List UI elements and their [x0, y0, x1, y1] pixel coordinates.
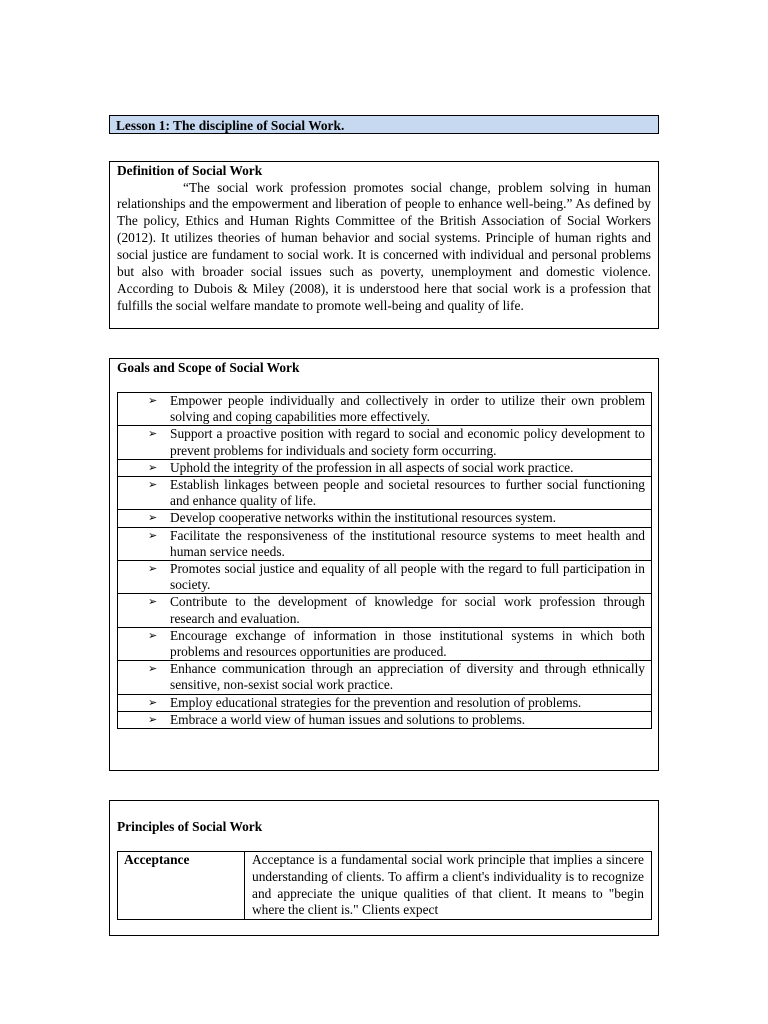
goal-row — [118, 393, 652, 426]
goal-row — [118, 510, 652, 527]
principle-row — [118, 852, 652, 920]
arrow-bullet-icon: ➢ — [148, 628, 158, 642]
arrow-bullet-icon: ➢ — [148, 562, 158, 576]
goals-title: Goals and Scope of Social Work — [117, 360, 300, 375]
goal-cell — [118, 426, 652, 459]
definition-title: Definition of Social Work — [117, 163, 263, 178]
goal-cell — [118, 627, 652, 660]
principles-section — [109, 800, 659, 936]
goal-cell — [118, 594, 652, 627]
goal-row — [118, 477, 652, 510]
arrow-bullet-icon: ➢ — [148, 427, 158, 441]
arrow-bullet-icon: ➢ — [148, 478, 158, 492]
goal-text: Establish linkages between people and societal resources to further social functioning and enhance quality of life. — [170, 477, 645, 509]
goal-text: Uphold the integrity of the profession in all aspects of social work practice. — [170, 459, 574, 475]
goal-cell — [118, 510, 652, 527]
goal-text: Contribute to the development of knowledge for social work profession through research and evaluation. — [170, 594, 645, 626]
goal-cell — [118, 459, 652, 476]
goal-cell — [118, 527, 652, 560]
arrow-bullet-icon: ➢ — [148, 460, 158, 474]
definition-section — [109, 161, 659, 329]
goal-row — [118, 426, 652, 459]
lesson-title-bar — [109, 115, 659, 134]
goal-text: Empower people individually and collectively in order to utilize their own problem solving and coping capabilities more effectively. — [170, 393, 645, 425]
goal-row — [118, 627, 652, 660]
goal-row — [118, 561, 652, 594]
goal-text: Promotes social justice and equality of all people with the regard to full participation in society. — [170, 561, 645, 593]
goal-cell — [118, 661, 652, 694]
principle-description: Acceptance is a fundamental social work principle that implies a sincere understanding of clients. To affirm a client's individuality is to recognize and appreciate the unique qualities of that client. It means to "begin where the client is." Clients expect — [245, 852, 652, 920]
arrow-bullet-icon: ➢ — [148, 394, 158, 407]
goal-text: Support a proactive position with regard to social and economic policy development to prevent problems for individuals and society form occurring. — [170, 426, 645, 458]
goal-row — [118, 459, 652, 476]
definition-body: “The social work profession promotes social change, problem solving in human relationships and the empowerment and liberation of people to enhance well-being.” As defined by The policy, Ethics and Human Rights Committee of the British Association of Social Workers (2012). It utilizes theories of human behavior and social systems. Principle of human rights and social justice are fundament to social work. It is concerned with individual and personal problems but also with broader social issues such as poverty, unemployment and domestic violence. According to Dubois & Miley (2008), it is understood here that social work is a profession that fulfills the social welfare mandate to promote well-being and quality of life. — [117, 179, 651, 313]
goal-text: Facilitate the responsiveness of the institutional resource systems to meet health and human service needs. — [170, 527, 645, 559]
goal-text: Embrace a world view of human issues and solutions to problems. — [170, 711, 526, 727]
lesson-title: Lesson 1: The discipline of Social Work. — [116, 118, 345, 133]
goal-text: Develop cooperative networks within the institutional resources system. — [170, 510, 557, 526]
goals-section — [109, 358, 659, 771]
goal-cell — [118, 694, 652, 711]
arrow-bullet-icon: ➢ — [148, 511, 158, 525]
principles-table — [117, 851, 652, 920]
goals-table — [117, 392, 652, 729]
goal-cell — [118, 477, 652, 510]
goal-text: Enhance communication through an appreciation of diversity and through ethnically sensitive, non-sexist social work practice. — [170, 661, 645, 693]
goal-row — [118, 527, 652, 560]
goal-row — [118, 594, 652, 627]
arrow-bullet-icon: ➢ — [148, 662, 158, 676]
goal-text: Encourage exchange of information in those institutional systems in which both problems and resources opportunities are produced. — [170, 627, 645, 660]
arrow-bullet-icon: ➢ — [148, 712, 158, 726]
goal-row — [118, 661, 652, 694]
principles-title: Principles of Social Work — [117, 819, 263, 834]
goal-row — [118, 711, 652, 728]
arrow-bullet-icon: ➢ — [148, 528, 158, 542]
principle-term: Acceptance — [118, 852, 245, 920]
goal-cell — [118, 711, 652, 728]
arrow-bullet-icon: ➢ — [148, 595, 158, 609]
arrow-bullet-icon: ➢ — [148, 695, 158, 709]
goal-row — [118, 694, 652, 711]
goal-cell — [118, 393, 652, 426]
goal-cell — [118, 561, 652, 594]
goal-text: Employ educational strategies for the prevention and resolution of problems. — [170, 694, 582, 710]
